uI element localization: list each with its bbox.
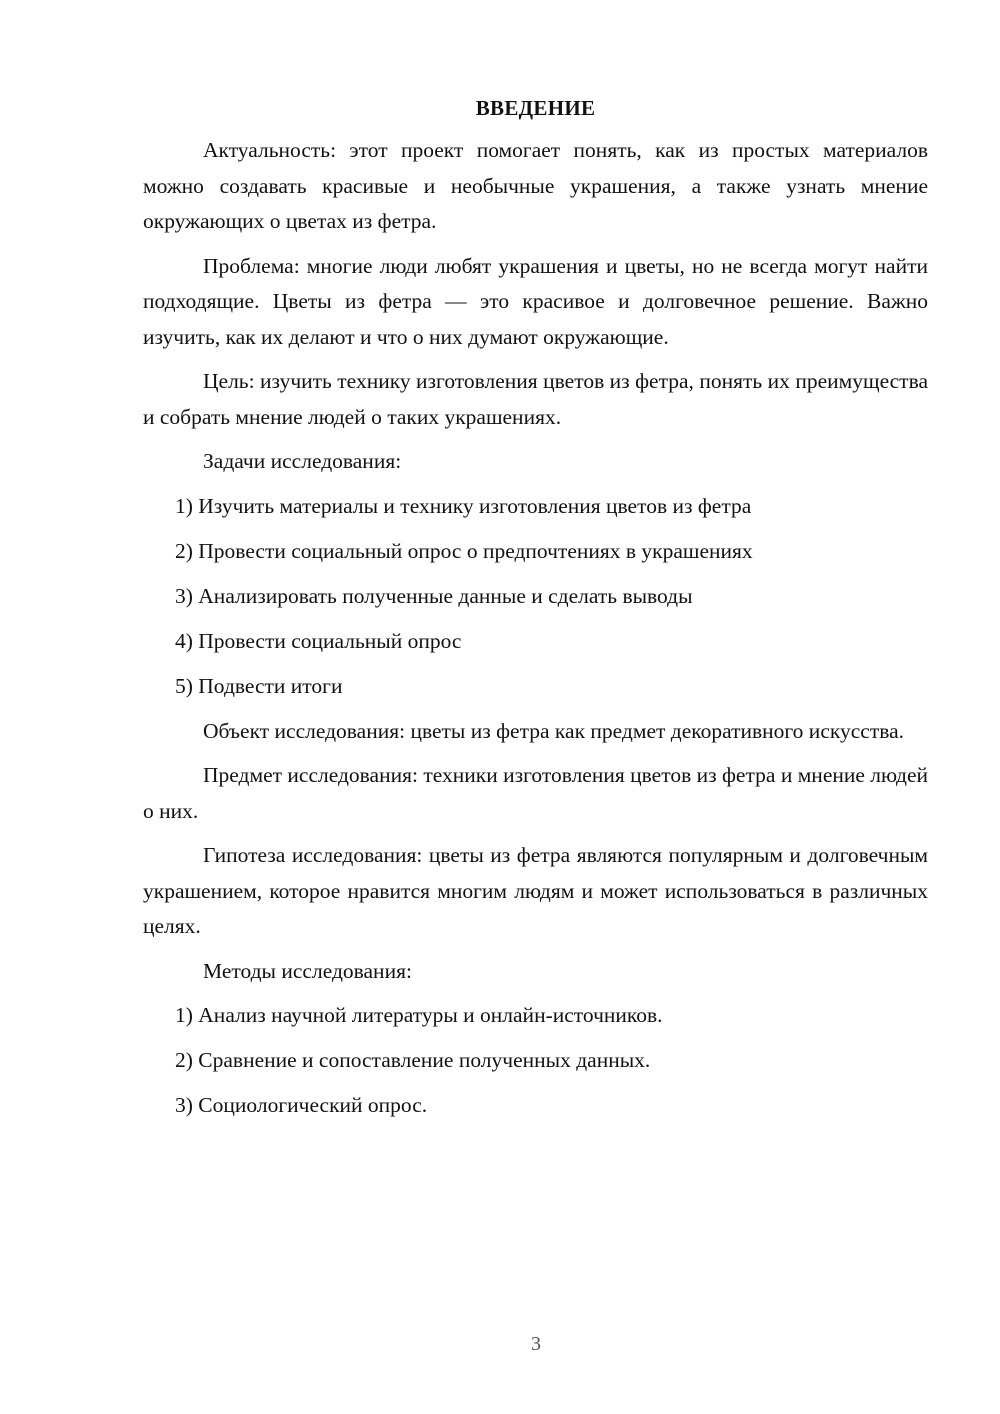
tasks-list xyxy=(143,489,928,705)
task-item: 3) Анализировать полученные данные и сделать выводы xyxy=(175,583,693,608)
task-item: 5) Подвести итоги xyxy=(175,673,343,698)
goal-paragraph: Цель: изучить технику изготовления цветов из фетра, понять их преимущества и собрать мнение людей о таких украшениях. xyxy=(143,369,928,429)
method-item: 1) Анализ научной литературы и онлайн-источников. xyxy=(175,1003,663,1027)
problem-paragraph: Проблема: многие люди любят украшения и цветы, но не всегда могут найти подходящие. Цветы из фетра — это красивое и долговечное решение. Важно изучить, как их делают и что о них думают окружающие. xyxy=(143,253,928,349)
page-number: 3 xyxy=(531,1333,541,1355)
document-page xyxy=(143,93,928,1133)
task-item: 4) Провести социальный опрос xyxy=(175,628,462,653)
page-title: ВВЕДЕНИЕ xyxy=(475,96,596,120)
subject-paragraph: Предмет исследования: техники изготовления цветов из фетра и мнение людей о них. xyxy=(143,763,928,823)
tasks-heading: Задачи исследования: xyxy=(203,449,402,473)
methods-heading: Методы исследования: xyxy=(203,958,412,983)
task-item: 2) Провести социальный опрос о предпочтениях в украшениях xyxy=(175,538,753,563)
methods-list xyxy=(143,998,928,1124)
method-item: 2) Сравнение и сопоставление полученных данных. xyxy=(175,1048,651,1072)
method-item: 3) Социологический опрос. xyxy=(175,1093,428,1117)
object-paragraph: Объект исследования: цветы из фетра как предмет декоративного искусства. xyxy=(203,718,905,743)
hypothesis-paragraph: Гипотеза исследования: цветы из фетра являются популярным и долговечным украшением, которое нравится многим людям и может использоваться в различных целях. xyxy=(143,843,928,938)
task-item: 1) Изучить материалы и технику изготовления цветов из фетра xyxy=(175,493,752,518)
relevance-paragraph: Актуальность: этот проект помогает понять, как из простых материалов можно создавать красивые и необычные украшения, а также узнать мнение окружающих о цветах из фетра. xyxy=(143,138,928,233)
